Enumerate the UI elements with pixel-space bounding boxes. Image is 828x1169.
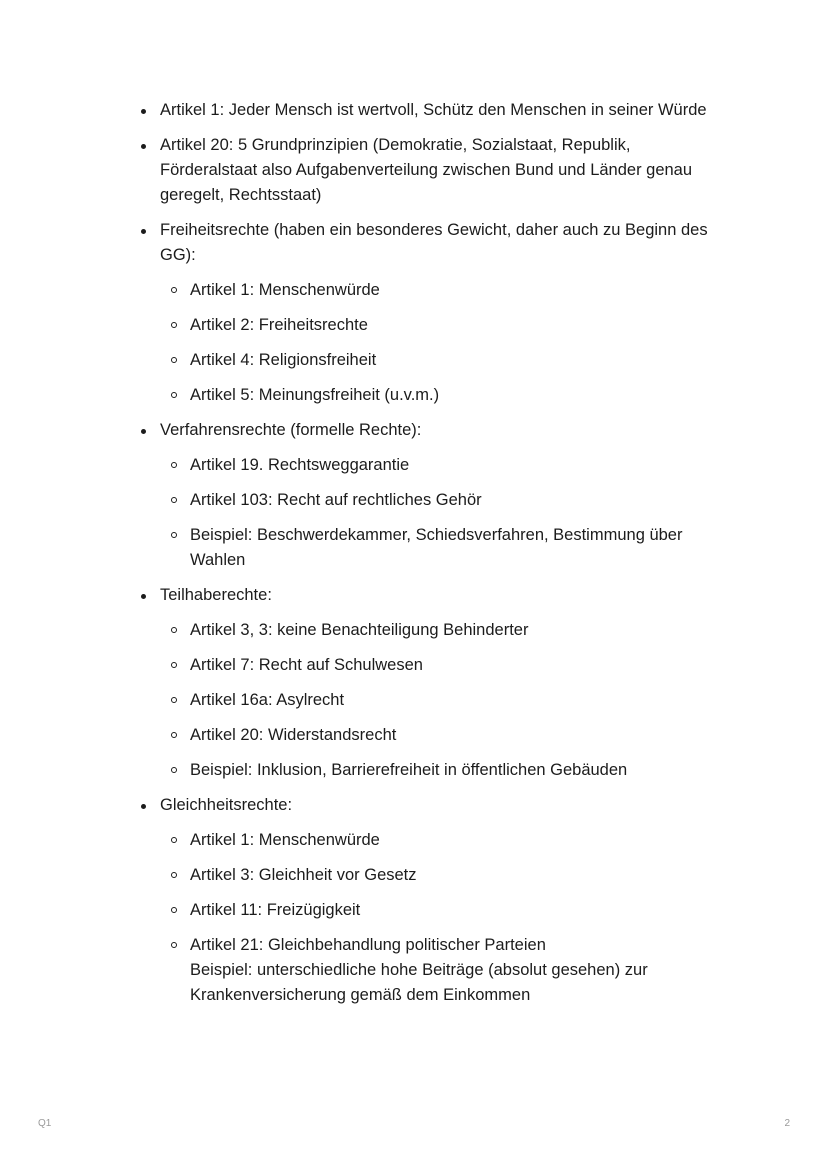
circle-bullet-icon [171,322,177,328]
circle-bullet-icon [171,627,177,633]
list-item-gleichheitsrechte [0,793,828,1008]
sub-list-item [160,758,728,783]
circle-bullet-icon [171,392,177,398]
bullet-icon [141,804,146,809]
sub-list-item-text: Beispiel: Beschwerdekammer, Schiedsverfahren, Bestimmung über Wahlen [190,526,683,569]
sub-list-item-example: Beispiel: unterschiedliche hohe Beiträge (absolut gesehen) zur Krankenversicherung gemäß dem Einkommen [190,961,648,1004]
list-item-text: Freiheitsrechte (haben ein besonderes Gewicht, daher auch zu Beginn des GG): [160,221,708,264]
sub-list-item [160,653,728,678]
circle-bullet-icon [171,287,177,293]
sub-list-item-text: Artikel 3, 3: keine Benachteiligung Behinderter [190,621,529,639]
sub-list-item-text: Artikel 1: Menschenwürde [190,831,380,849]
sub-list-item-text: Artikel 11: Freizügigkeit [190,901,361,919]
sub-list-item-text: Artikel 16a: Asylrecht [190,691,345,709]
list-item-text: Verfahrensrechte (formelle Rechte): [160,421,422,439]
list-item-text: Artikel 20: 5 Grundprinzipien (Demokratie, Sozialstaat, Republik, Förderalstaat also Aufgabenverteilung zwischen Bund und Länder genau geregelt, Rechtsstaat) [160,136,693,204]
sub-list-item-text: Artikel 7: Recht auf Schulwesen [190,656,423,674]
circle-bullet-icon [171,497,177,503]
sub-list-item [160,933,728,1008]
sub-list-item-text: Artikel 19. Rechtsweggarantie [190,456,410,474]
footer-left-label: Q1 [38,1118,52,1129]
circle-bullet-icon [171,357,177,363]
sub-list-item [160,488,728,513]
circle-bullet-icon [171,942,177,948]
sub-list-item [160,828,728,853]
page-number: 2 [784,1118,790,1129]
circle-bullet-icon [171,697,177,703]
circle-bullet-icon [171,907,177,913]
list-item-freiheitsrechte [0,218,828,408]
list-item-verfahrensrechte [0,418,828,573]
main-list [0,98,828,1008]
sub-list-item [160,863,728,888]
sub-list-item-text: Artikel 4: Religionsfreiheit [190,351,377,369]
list-item [0,98,828,123]
list-item-text: Teilhaberechte: [160,586,272,604]
list-item-teilhaberechte [0,583,828,783]
sub-list-item [160,688,728,713]
circle-bullet-icon [171,462,177,468]
bullet-icon [141,429,146,434]
bullet-icon [141,144,146,149]
list-item-text: Artikel 1: Jeder Mensch ist wertvoll, Schütz den Menschen in seiner Würde [160,101,707,119]
circle-bullet-icon [171,662,177,668]
sub-list-item-text: Artikel 5: Meinungsfreiheit (u.v.m.) [190,386,440,404]
bullet-icon [141,109,146,114]
circle-bullet-icon [171,872,177,878]
bullet-icon [141,229,146,234]
sub-list-item-text: Artikel 3: Gleichheit vor Gesetz [190,866,417,884]
sub-list [160,618,728,783]
bullet-icon [141,594,146,599]
circle-bullet-icon [171,837,177,843]
sub-list-item-text: Artikel 21: Gleichbehandlung politischer Parteien [190,936,546,954]
sub-list-item-text: Artikel 103: Recht auf rechtliches Gehör [190,491,482,509]
sub-list-item-text: Artikel 20: Widerstandsrecht [190,726,397,744]
sub-list-item [160,618,728,643]
sub-list-item [160,313,728,338]
sub-list-item-text: Artikel 2: Freiheitsrechte [190,316,368,334]
document-content [0,98,828,1018]
sub-list-item [160,453,728,478]
sub-list [160,278,728,408]
sub-list-item [160,278,728,303]
sub-list [160,453,728,573]
sub-list-item-text: Beispiel: Inklusion, Barrierefreiheit in öffentlichen Gebäuden [190,761,628,779]
circle-bullet-icon [171,532,177,538]
list-item-text: Gleichheitsrechte: [160,796,293,814]
circle-bullet-icon [171,767,177,773]
sub-list-item [160,348,728,373]
sub-list-item [160,523,728,573]
sub-list-item-text: Artikel 1: Menschenwürde [190,281,380,299]
sub-list-item [160,723,728,748]
sub-list [160,828,728,1008]
list-item [0,133,828,208]
circle-bullet-icon [171,732,177,738]
sub-list-item [160,898,728,923]
sub-list-item [160,383,728,408]
